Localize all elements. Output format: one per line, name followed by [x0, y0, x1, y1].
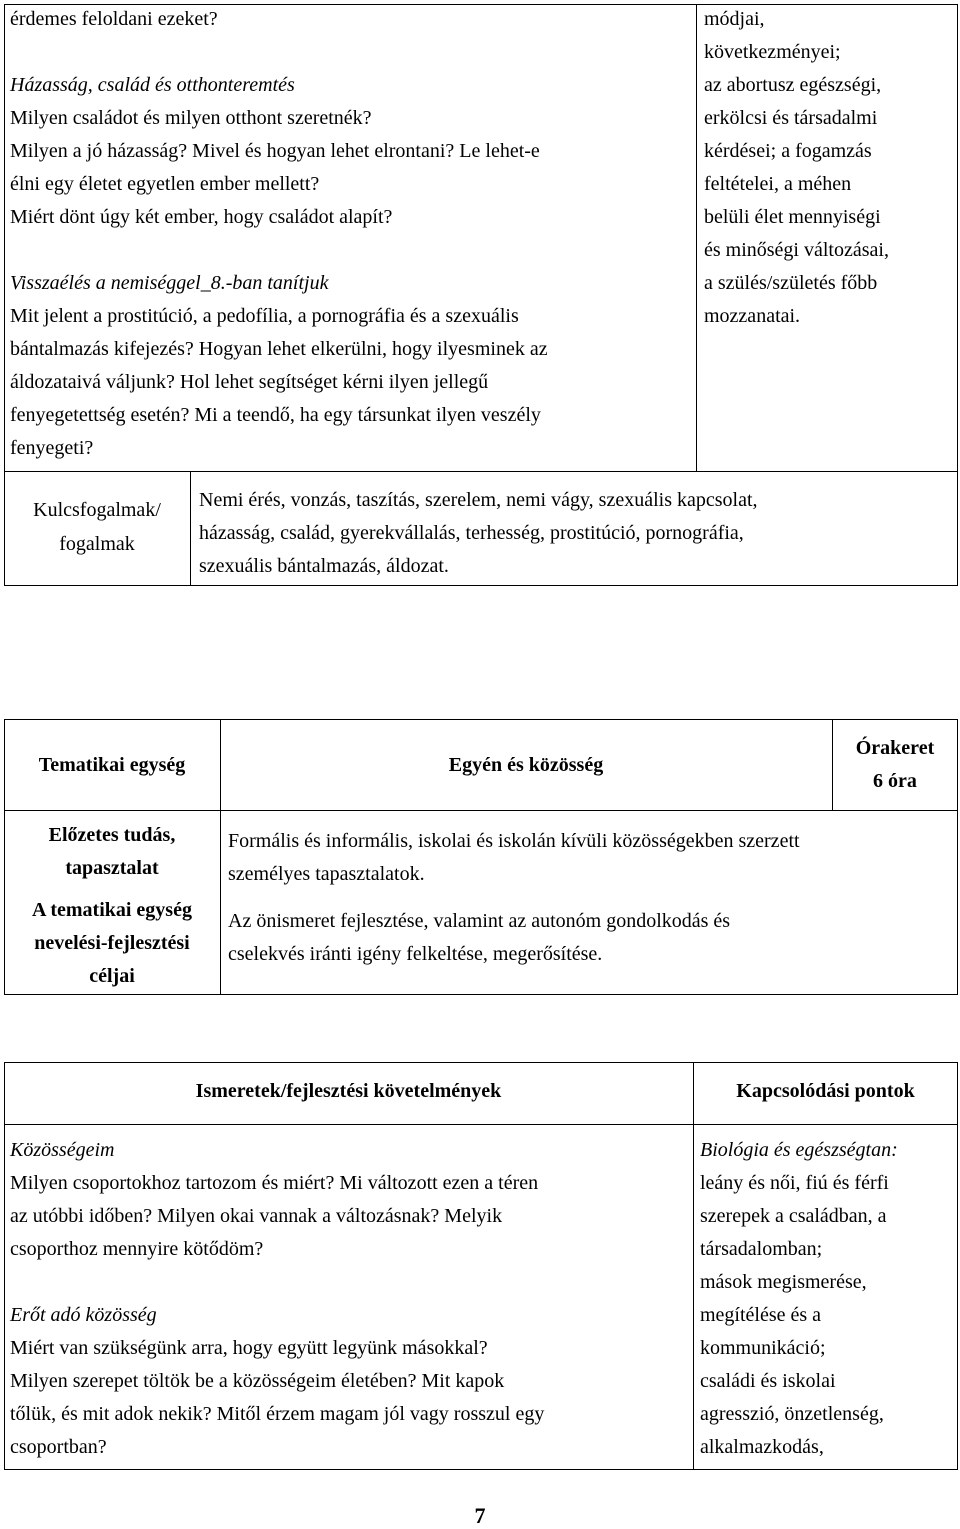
- text-line: Az önismeret fejlesztése, valamint az autonóm gondolkodás és: [228, 910, 731, 932]
- goals-label-line: céljai: [89, 965, 135, 987]
- text-line: személyes tapasztalatok.: [228, 863, 425, 885]
- keywords-label-line: fogalmak: [59, 533, 135, 555]
- text-line: tőlük, és mit adok nekik? Mitől érzem magam jól vagy rosszul egy: [10, 1403, 545, 1425]
- top-left-cell: [10, 3, 694, 465]
- text-line: fenyegetettség esetén? Mi a teendő, ha egy társunkat ilyen veszély: [10, 404, 541, 426]
- section-title: Erőt adó közösség: [10, 1304, 157, 1326]
- keywords-col-divider: [190, 471, 191, 586]
- prior-knowledge-label: [4, 819, 220, 885]
- text-line: leány és női, fiú és férfi: [700, 1172, 889, 1194]
- text-line: áldozataivá váljunk? Hol lehet segítséget kérni ilyen jellegű: [10, 371, 489, 393]
- prior-label-line: tapasztalat: [65, 857, 159, 879]
- unit-name: [220, 749, 832, 782]
- text-line: Formális és informális, iskolai és iskolán kívüli közösségekben szerzett: [228, 830, 800, 852]
- section-title: Visszaélés a nemiséggel_8.-ban tanítjuk: [10, 272, 329, 294]
- text-line: Milyen szerepet töltök be a közösségeim életében? Mit kapok: [10, 1370, 505, 1392]
- text-line: az abortusz egészségi,: [704, 74, 882, 96]
- keywords-label-line: Kulcsfogalmak/: [33, 499, 161, 521]
- text-line: Nemi érés, vonzás, taszítás, szerelem, nemi vágy, szexuális kapcsolat,: [199, 489, 758, 511]
- text-line: mozzanatai.: [704, 305, 801, 327]
- goals-label: [4, 894, 220, 993]
- section-title: Házasság, család és otthonteremtés: [10, 74, 295, 96]
- text-line: Mit jelent a prostitúció, a pedofília, a pornográfia és a szexuális: [10, 305, 519, 327]
- prior-knowledge-text: [228, 825, 954, 891]
- text-line: következményei;: [704, 41, 841, 63]
- text-line: Miért dönt úgy két ember, hogy családot alapít?: [10, 206, 393, 228]
- text-line: csoporthoz mennyire kötődöm?: [10, 1238, 264, 1260]
- goals-label-line: A tematikai egység: [32, 899, 192, 921]
- top-right-cell: [704, 3, 954, 333]
- keywords-label: [4, 493, 190, 561]
- text-line: bántalmazás kifejezés? Hogyan lehet elkerülni, hogy ilyesminek az: [10, 338, 548, 360]
- goals-label-line: nevelési-fejlesztési: [34, 932, 190, 954]
- unit-name-text: Egyén és közösség: [448, 754, 604, 776]
- top-table-row-divider: [4, 471, 958, 472]
- unit-label: [4, 749, 220, 782]
- req-header-left-text: Ismeretek/fejlesztési követelmények: [195, 1080, 502, 1102]
- req-header-left: [4, 1075, 693, 1108]
- intro-question: érdemes feloldani ezeket?: [10, 8, 218, 30]
- text-line: megítélése és a: [700, 1304, 822, 1326]
- section-title: Közösségeim: [10, 1139, 115, 1161]
- text-line: Milyen csoportokhoz tartozom és miért? Mi változott ezen a téren: [10, 1172, 539, 1194]
- hours-value: 6 óra: [873, 770, 917, 792]
- text-line: Milyen a jó házasság? Mivel és hogyan lehet elrontani? Le lehet-e: [10, 140, 540, 162]
- text-line: erkölcsi és társadalmi: [704, 107, 878, 129]
- text-line: alkalmazkodás,: [700, 1436, 824, 1458]
- goals-text: [228, 905, 954, 971]
- hours-label: Órakeret: [855, 737, 935, 759]
- text-line: a szülés/születés főbb: [704, 272, 878, 294]
- keywords-text: [199, 484, 955, 583]
- subject-title: Biológia és egészségtan:: [700, 1139, 898, 1161]
- text-line: Milyen családot és milyen otthont szeretnék?: [10, 107, 372, 129]
- text-line: belüli élet mennyiségi: [704, 206, 881, 228]
- text-line: családi és iskolai: [700, 1370, 836, 1392]
- text-line: fenyegeti?: [10, 437, 94, 459]
- text-line: az utóbbi időben? Milyen okai vannak a változásnak? Melyik: [10, 1205, 503, 1227]
- req-left-cell: [10, 1134, 690, 1464]
- hours-cell: [832, 732, 958, 798]
- text-line: kérdései; a fogamzás: [704, 140, 872, 162]
- page-number: [440, 1503, 520, 1529]
- text-line: feltételei, a méhen: [704, 173, 852, 195]
- req-header-right-text: Kapcsolódási pontok: [736, 1080, 915, 1102]
- text-line: agresszió, önzetlenség,: [700, 1403, 884, 1425]
- unit-label-text: Tematikai egység: [38, 754, 186, 776]
- text-line: kommunikáció;: [700, 1337, 826, 1359]
- top-table-col-divider: [696, 4, 697, 472]
- text-line: társadalomban;: [700, 1238, 823, 1260]
- text-line: és minőségi változásai,: [704, 239, 889, 261]
- text-line: mások megismerése,: [700, 1271, 867, 1293]
- text-line: csoportban?: [10, 1436, 107, 1458]
- text-line: módjai,: [704, 8, 765, 30]
- req-header-right: [693, 1075, 958, 1108]
- text-line: szerepek a családban, a: [700, 1205, 887, 1227]
- req-header-divider: [4, 1124, 958, 1125]
- req-right-cell: [700, 1134, 956, 1464]
- unit-row-divider: [4, 810, 958, 811]
- page-number-text: 7: [474, 1503, 486, 1528]
- text-line: élni egy életet egyetlen ember mellett?: [10, 173, 320, 195]
- text-line: cselekvés iránti igény felkeltése, megerősítése.: [228, 943, 603, 965]
- text-line: házasság, család, gyerekvállalás, terhesség, prostitúció, pornográfia,: [199, 522, 744, 544]
- prior-label-line: Előzetes tudás,: [48, 824, 176, 846]
- text-line: szexuális bántalmazás, áldozat.: [199, 555, 449, 577]
- text-line: Miért van szükségünk arra, hogy együtt legyünk másokkal?: [10, 1337, 488, 1359]
